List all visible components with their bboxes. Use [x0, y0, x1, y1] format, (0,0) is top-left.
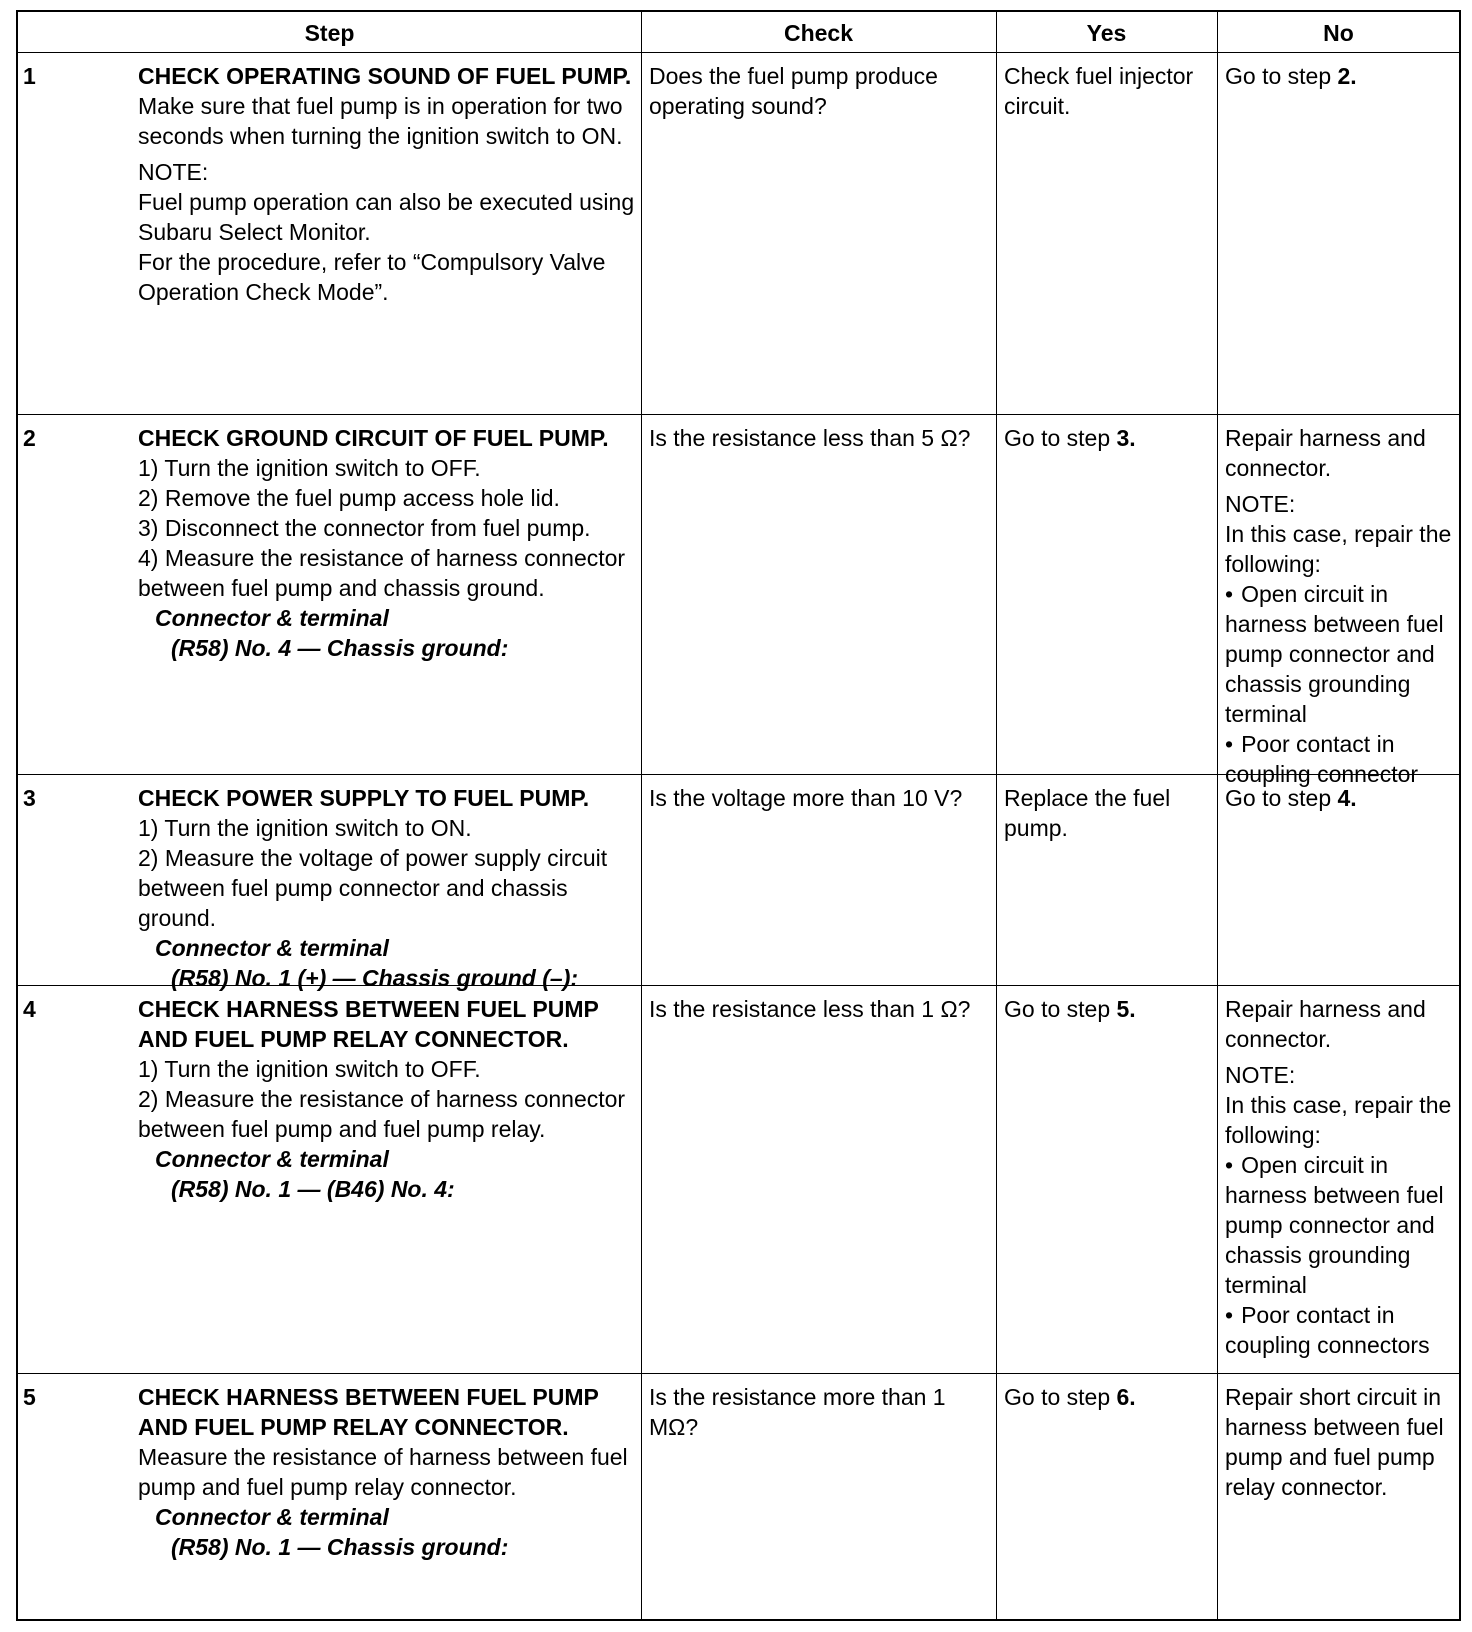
no-action	[1219, 415, 1460, 787]
step-description	[138, 53, 643, 414]
bullet-item: • Open circuit in harness between fuel pump connector and chassis grounding terminal	[1225, 1150, 1458, 1300]
step-title: CHECK OPERATING SOUND OF FUEL PUMP.	[138, 63, 632, 89]
step-reference: 2.	[1337, 63, 1357, 89]
step-body: Measure the resistance of harness between fuel pump and fuel pump relay connector.	[138, 1444, 628, 1500]
step-description	[138, 775, 643, 991]
step-number: 5	[23, 1384, 36, 1410]
step-number: 4	[23, 996, 36, 1022]
check-question: Is the resistance less than 5 Ω?	[649, 425, 971, 451]
yes-action-text: Go to step	[1004, 996, 1117, 1022]
note-text: In this case, repair the following:	[1225, 521, 1452, 577]
procedure-step: 2) Measure the voltage of power supply circuit between fuel pump connector and chassis ground.	[138, 845, 608, 931]
step-description	[138, 986, 643, 1373]
connector-terminal: (R58) No. 1 — Chassis ground:	[171, 1534, 509, 1560]
step-reference: 3.	[1116, 425, 1136, 451]
step-title: CHECK POWER SUPPLY TO FUEL PUMP.	[138, 785, 590, 811]
note-label: NOTE:	[138, 159, 209, 185]
yes-action-text: Go to step	[1004, 425, 1117, 451]
bullet-item: • Poor contact in coupling connectors	[1225, 1300, 1458, 1360]
no-action	[1219, 775, 1460, 985]
table-row	[18, 414, 1459, 787]
step-reference: 5.	[1116, 996, 1136, 1022]
procedure-step: 3) Disconnect the connector from fuel pump.	[138, 515, 591, 541]
step-body: Make sure that fuel pump is in operation for two seconds when turning the ignition switch to ON.	[138, 93, 623, 149]
note-text: In this case, repair the following:	[1225, 1092, 1452, 1148]
yes-action: Replace the fuel pump.	[1004, 785, 1171, 841]
header-no: No	[1323, 19, 1354, 46]
step-title: CHECK HARNESS BETWEEN FUEL PUMP AND FUEL PUMP RELAY CONNECTOR.	[138, 996, 599, 1052]
note-label: NOTE:	[1225, 1062, 1296, 1088]
step-number: 1	[23, 63, 36, 89]
procedure-step: 1) Turn the ignition switch to OFF.	[138, 455, 481, 481]
connector-label: Connector & terminal	[155, 1146, 389, 1172]
no-action-text: Go to step	[1225, 785, 1338, 811]
procedure-step: 2) Remove the fuel pump access hole lid.	[138, 485, 560, 511]
step-description	[138, 1374, 643, 1621]
step-number: 2	[23, 425, 36, 451]
no-action	[1219, 53, 1460, 414]
yes-action	[998, 1374, 1219, 1621]
connector-label: Connector & terminal	[155, 935, 389, 961]
connector-terminal: (R58) No. 4 — Chassis ground:	[171, 635, 509, 661]
check-question: Does the fuel pump produce operating sound?	[649, 63, 938, 119]
bullet-item: • Open circuit in harness between fuel pump connector and chassis grounding terminal	[1225, 579, 1458, 729]
check-question: Is the voltage more than 10 V?	[649, 785, 963, 811]
header-check: Check	[783, 19, 854, 46]
note-label: NOTE:	[1225, 491, 1296, 517]
note-text: For the procedure, refer to “Compulsory Valve Operation Check Mode”.	[138, 249, 606, 305]
yes-action	[998, 415, 1219, 774]
step-title: CHECK GROUND CIRCUIT OF FUEL PUMP.	[138, 425, 609, 451]
procedure-step: 1) Turn the ignition switch to OFF.	[138, 1056, 481, 1082]
table-row	[18, 774, 1459, 991]
table-row	[18, 985, 1459, 1373]
step-description	[138, 415, 643, 774]
no-action	[1219, 986, 1460, 1373]
procedure-step: 1) Turn the ignition switch to ON.	[138, 815, 472, 841]
connector-label: Connector & terminal	[155, 605, 389, 631]
table-row	[18, 1373, 1459, 1621]
diagnostic-table	[16, 10, 1461, 1621]
step-reference: 4.	[1337, 785, 1357, 811]
yes-action	[998, 986, 1219, 1373]
no-action-text: Go to step	[1225, 63, 1338, 89]
connector-label: Connector & terminal	[155, 1504, 389, 1530]
no-action: Repair short circuit in harness between fuel pump and fuel pump relay connector.	[1225, 1384, 1444, 1500]
connector-terminal: (R58) No. 1 — (B46) No. 4:	[171, 1176, 455, 1202]
table-row	[18, 52, 1459, 414]
check-question: Is the resistance more than 1 MΩ?	[649, 1384, 946, 1440]
connector-terminal: (R58) No. 1 (+) — Chassis ground (–):	[171, 965, 579, 991]
step-reference: 6.	[1116, 1384, 1136, 1410]
yes-action-text: Go to step	[1004, 1384, 1117, 1410]
header-yes: Yes	[1086, 19, 1127, 46]
procedure-step: 4) Measure the resistance of harness connector between fuel pump and chassis ground.	[138, 545, 626, 601]
step-title: CHECK HARNESS BETWEEN FUEL PUMP AND FUEL PUMP RELAY CONNECTOR.	[138, 1384, 599, 1440]
no-action-text: Repair harness and connector.	[1225, 425, 1426, 481]
yes-action: Check fuel injector circuit.	[1004, 63, 1194, 119]
check-question: Is the resistance less than 1 Ω?	[649, 996, 971, 1022]
bullet-item: • Poor contact in coupling connector	[1225, 729, 1458, 789]
note-text: Fuel pump operation can also be executed using Subaru Select Monitor.	[138, 189, 635, 245]
procedure-step: 2) Measure the resistance of harness connector between fuel pump and fuel pump relay.	[138, 1086, 626, 1142]
step-number: 3	[23, 785, 36, 811]
no-action-text: Repair harness and connector.	[1225, 996, 1426, 1052]
header-step: Step	[304, 19, 355, 46]
